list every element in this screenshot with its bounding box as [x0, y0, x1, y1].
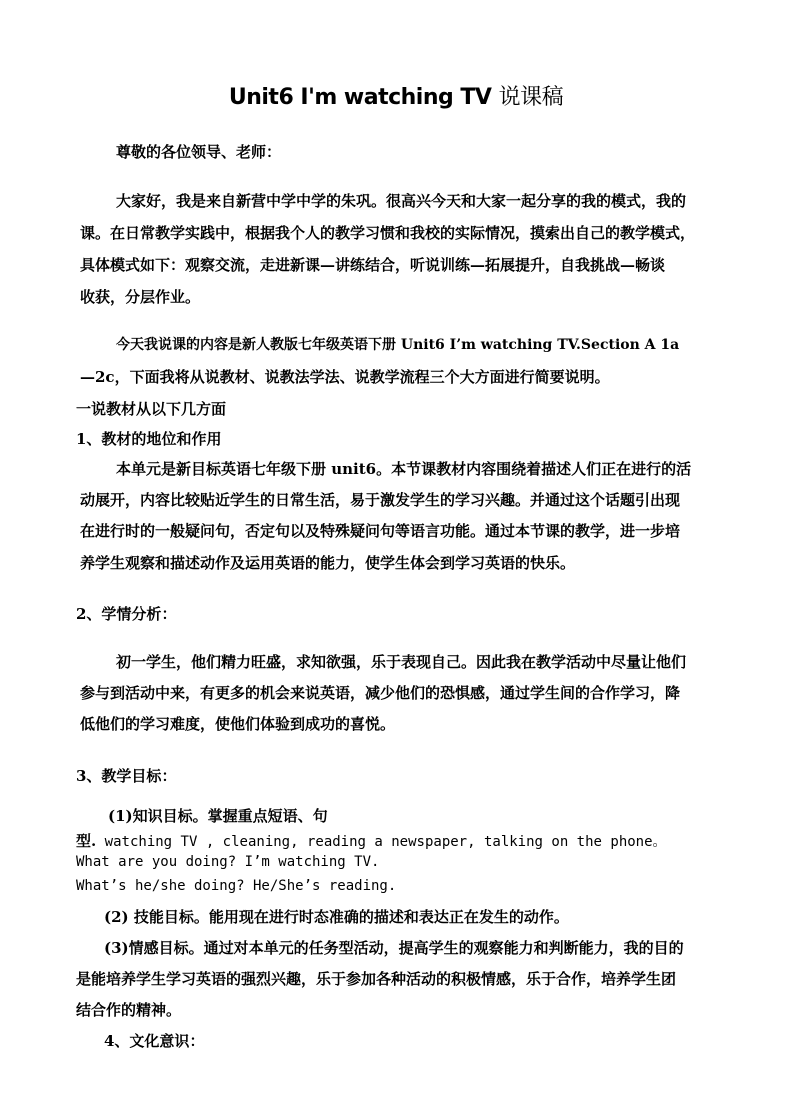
intro-line-1: 大家好，我是来自新营中学中学的朱巩。很高兴今天和大家一起分享的我的模式，我的 [116, 192, 687, 210]
intro-line-4: 收获，分层作业。 [80, 288, 201, 306]
content-intro-line-1: 今天我说课的内容是新人教版七年级英语下册 Unit6 I’m watching TV.Section A 1a [116, 337, 680, 353]
content-intro-line-2: —2c，下面我将从说教材、说教法学法、说教学流程三个大方面进行简要说明。 [80, 368, 610, 386]
intro-line-2: 课。在日常教学实践中，根据我个人的教学习惯和我校的实际情况，摸索出自己的教学模式， [80, 224, 696, 242]
item2-line-3: 低他们的学习难度，使他们体验到成功的喜悦。 [80, 715, 396, 733]
item1-line-2: 动展开，内容比较贴近学生的日常生活，易于激发学生的学习兴趣。并通过这个话题引出现 [80, 491, 681, 509]
goal3-line-2: 是能培养学生学习英语的强烈兴趣，乐于参加各种活动的积极情感，乐于合作，培养学生团 [76, 970, 677, 988]
goal2: (2) 技能目标。能用现在进行时态准确的描述和表达正在发生的动作。 [104, 908, 569, 926]
item1-line-4: 养学生观察和描述动作及运用英语的能力，使学生体会到学习英语的快乐。 [80, 554, 576, 572]
item1-line-1: 本单元是新目标英语七年级下册 unit6。本节课教材内容围绕着描述人们正在进行的活 [116, 460, 692, 478]
title-chinese: 说课稿 [498, 85, 564, 110]
goal1-line2-en: watching TV , cleaning, reading a newspaper, talking on the phone。 [104, 834, 667, 850]
item2-line-2: 参与到活动中来，有更多的机会来说英语，减少他们的恐惧感，通过学生间的合作学习，降 [80, 684, 681, 702]
goal1-line2-cn: 型. [76, 832, 97, 850]
item1-heading: 1、教材的地位和作用 [76, 430, 222, 448]
goal3-line-3: 结合作的精神。 [76, 1001, 182, 1019]
goal1-label: (1)知识目标。掌握重点短语、句 [108, 807, 328, 825]
greeting: 尊敬的各位领导、老师： [116, 143, 282, 161]
item3-heading: 3、教学目标： [76, 767, 177, 785]
goal3-line-1: (3)情感目标。通过对本单元的任务型活动，提高学生的观察能力和判断能力，我的目的 [104, 939, 684, 957]
goal1-line-3: What are you doing? I’m watching TV. [76, 854, 380, 870]
goal1-line-2 [76, 832, 667, 851]
section1-heading: 一说教材从以下几方面 [76, 400, 227, 418]
item1-line-3: 在进行时的一般疑问句，否定句以及特殊疑问句等语言功能。通过本节课的教学，进一步培 [80, 522, 681, 540]
title-english: Unit6 I'm watching TV [228, 85, 492, 110]
item4-heading: 4、文化意识： [104, 1032, 205, 1050]
page-title [0, 80, 792, 111]
goal1-line-4: What’s he/she doing? He/She’s reading. [76, 878, 397, 894]
item2-line-1: 初一学生，他们精力旺盛，求知欲强，乐于表现自己。因此我在教学活动中尽量让他们 [116, 653, 687, 671]
intro-line-3: 具体模式如下：观察交流，走进新课—讲练结合，听说训练—拓展提升，自我挑战—畅谈 [80, 256, 666, 274]
item2-heading: 2、学情分析： [76, 605, 177, 623]
